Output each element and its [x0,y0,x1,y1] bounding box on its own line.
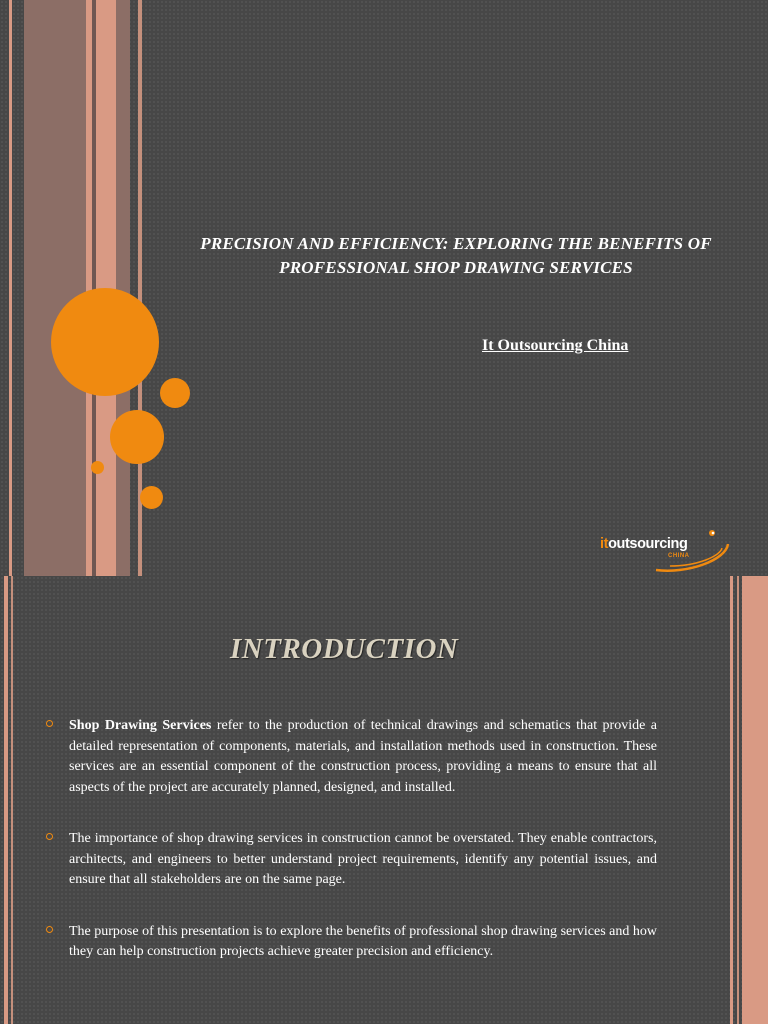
list-item [44,922,657,963]
bullet-list [44,716,657,994]
circle-small-right [160,378,190,408]
circle-small-bottom [140,486,163,509]
stripe-wide-band [24,0,86,576]
stripe-left-thin [11,576,13,1024]
bullet-text: The purpose of this presentation is to explore the benefits of professional shop drawing services and how they can help construction projects achieve greater precision and efficiency. [69,923,657,959]
list-item [44,829,657,891]
logo-subtext: CHINA [668,553,690,559]
bullet-circle-icon [46,720,53,727]
circle-medium [110,410,164,464]
bullet-circle-icon [46,926,53,933]
slide-heading: INTRODUCTION [230,633,459,665]
bullet-text: refer to the production of technical drawings and schematics that provide a detailed representation of components, materials, and installation methods used in construction. These services are an essential component of the construction process, providing a means to ensure that all aspects of the project are accurately planned, designed, and installed. [69,718,657,795]
circle-tiny [91,461,104,474]
bullet-lead: Shop Drawing Services [69,718,212,733]
stripe-right-wide [742,576,768,1024]
circle-large [51,288,159,396]
bullet-circle-icon [46,833,53,840]
presentation-title: PRECISION AND EFFICIENCY: EXPLORING THE BENEFITS OF PROFESSIONAL SHOP DRAWING SERVICES [200,234,712,277]
stripe-left-salmon [4,576,8,1024]
stripe-right-thin-2 [737,576,739,1024]
logo-wordmark: itoutsourcing [600,536,688,552]
list-item [44,716,657,798]
company-logo [598,526,734,574]
stripe-thin-left [9,0,12,576]
introduction-slide [0,576,768,1024]
stripe-right-thin-1 [730,576,733,1024]
presentation-subtitle: It Outsourcing China [482,337,629,354]
bullet-text: The importance of shop drawing services in construction cannot be overstated. They enable contractors, architects, and engineers to better understand project requirements, identify any potential issues, and ensure that all stakeholders are on the same page. [69,831,657,887]
stripe-brown-2 [116,0,130,576]
